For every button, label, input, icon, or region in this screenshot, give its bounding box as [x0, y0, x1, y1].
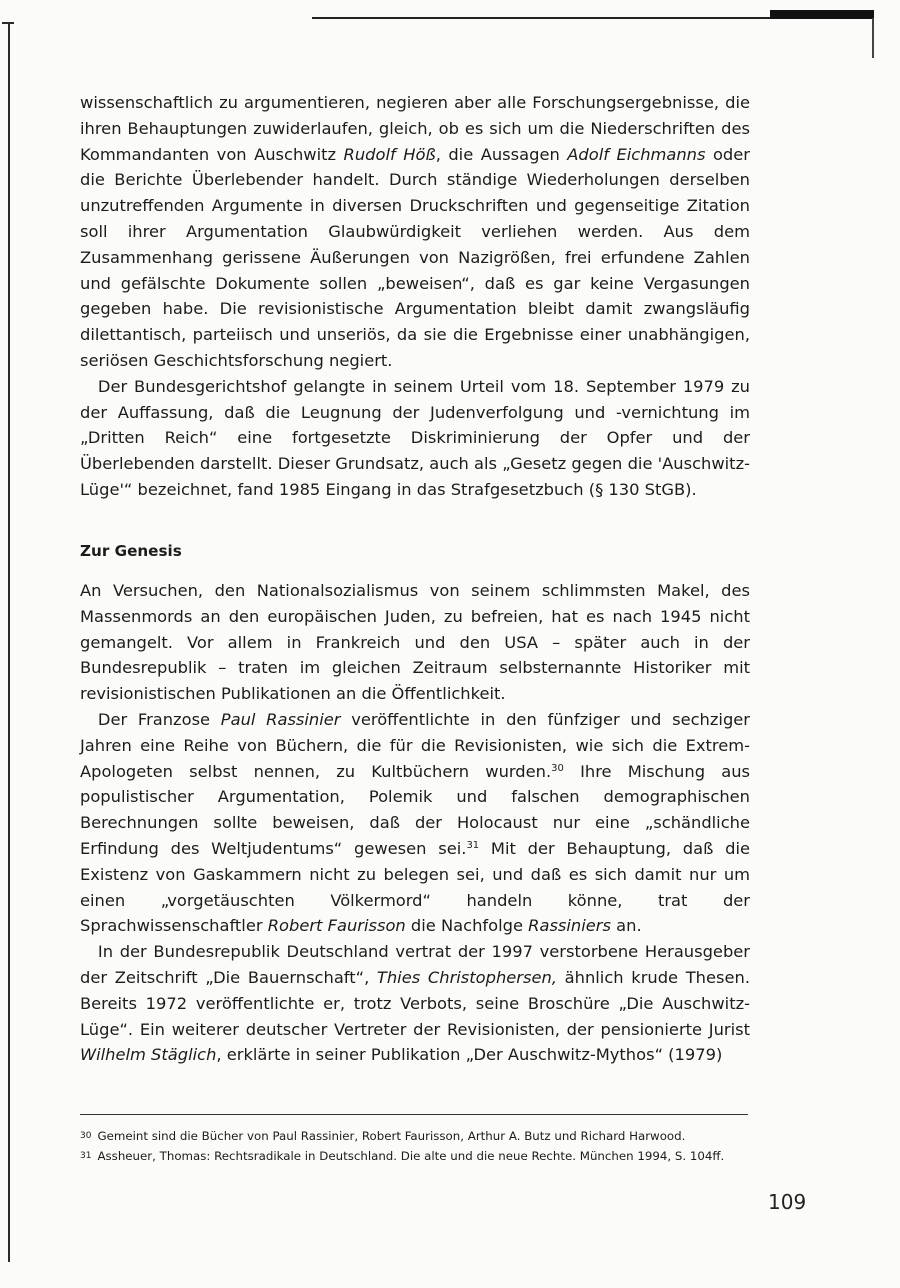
- text-run: Der Franzose: [97, 709, 221, 729]
- footnote-ref: 31: [466, 839, 480, 851]
- text-run: In der Bundesrepublik Deutschland vertrat der 1997 verstorbene Herausgeber der Zeitschrift „Die Bauernschaft“,: [80, 942, 750, 987]
- scan-right-edge: [872, 18, 874, 58]
- section-2: [80, 578, 750, 1068]
- italic-name: Robert Faurisson: [267, 916, 406, 936]
- section-heading: Zur Genesis: [80, 542, 182, 560]
- italic-name: Paul Rassinier: [220, 709, 341, 729]
- paragraph: [80, 578, 750, 707]
- italic-name: Rudolf Höß: [343, 144, 436, 164]
- text-run: , die Aussagen: [435, 144, 568, 164]
- scan-left-edge-tick: [2, 22, 14, 24]
- footnote-number: 31: [80, 1151, 92, 1161]
- text-run: ähnlich krude Thesen. Bereits 1972 veröffentlichte er, trotz Verbots, seine Broschüre „Die Auschwitz-Lüge“. Ein weiterer deutscher Vertreter der Revisionisten, der pensionierte Jurist: [80, 967, 750, 1039]
- header-rule-bar: [770, 10, 874, 19]
- italic-name: Rassiniers: [528, 916, 611, 936]
- footnote-text: Assheuer, Thomas: Rechtsradikale in Deutschland. Die alte und die neue Rechte. München 1994, S. 104ff.: [97, 1149, 725, 1163]
- section-1: [80, 90, 750, 503]
- footnotes: [80, 1126, 770, 1166]
- text-run: , erklärte in seiner Publikation „Der Auschwitz-Mythos“ (1979): [216, 1045, 723, 1065]
- footnote-rule: [80, 1114, 748, 1115]
- text-run: die Nachfolge: [405, 916, 529, 936]
- footnote: [80, 1126, 770, 1146]
- paragraph: [80, 90, 750, 374]
- footnote-ref: 30: [551, 762, 564, 774]
- text-run: Der Bundesgerichtshof gelangte in seinem Urteil vom 18. September 1979 zu der Auffassung, daß die Leugnung der Judenverfolgung und -vernichtung im „Dritten Reich“ eine fortgesetzte Diskriminierung der Opfer und der Überlebenden darstellt. Dieser Grundsatz, auch als „Gesetz gegen die 'Auschwitz-Lüge'“ bezeichnet, fand 1985 Eingang in das Strafgesetzbuch (§ 130 StGB).: [80, 376, 750, 499]
- text-run: wissenschaftlich zu argumentieren, negieren aber alle Forschungsergebnisse, die ihren Behauptungen zuwiderlaufen, gleich, ob es sich um die Niederschriften des Kommandanten von Auschwitz: [80, 93, 750, 164]
- footnote: [80, 1146, 770, 1166]
- italic-name: Thies Christophersen,: [376, 967, 557, 987]
- footnote-text: Gemeint sind die Bücher von Paul Rassinier, Robert Faurisson, Arthur A. Butz und Richard Harwood.: [97, 1129, 686, 1143]
- page-number: 109: [768, 1190, 807, 1214]
- text-run: An Versuchen, den Nationalsozialismus von seinem schlimmsten Makel, des Massenmords an den europäischen Juden, zu befreien, hat es nach 1945 nicht gemangelt. Vor allem in Frankreich und den USA – später auch in der Bundesrepublik – traten im gleichen Zeitraum selbsternannte Historiker mit revisionistischen Publikationen an die Öffentlichkeit.: [80, 581, 750, 704]
- text-run: Ihre Mischung aus populistischer Argumentation, Polemik und falschen demographischen Berechnungen sollte beweisen, daß der Holocaust nur eine „schändliche Erfindung des Weltjudentums“ gewesen sei.: [80, 761, 750, 858]
- italic-name: Adolf Eichmanns: [567, 144, 706, 164]
- paragraph: [80, 939, 750, 1068]
- text-run: oder die Berichte Überlebender handelt. Durch ständige Wiederholungen derselben unzutreffenden Argumente in diversen Druckschriften und gegenseitige Zitation soll ihrer Argumentation Glaubwürdigkeit verliehen werden. Aus dem Zusammenhang gerissene Äußerungen von Nazigrößen, frei erfundene Zahlen und gefälschte Dokumente sollen „beweisen“, daß es gar keine Vergasungen gegeben habe. Die revisionistische Argumentation bleibt damit zwangsläufig dilettantisch, parteiisch und unseriös, da sie die Ergebnisse einer unabhängigen, seriösen Geschichtsforschung negiert.: [80, 144, 750, 370]
- text-run: Mit der Behauptung, daß die Existenz von Gaskammern nicht zu belegen sei, und daß es sich damit nur um einen „vorgetäuschten Völkermord“ handeln könne, trat der Sprachwissenschaftler: [80, 838, 750, 936]
- text-run: veröffentlichte in den fünfziger und sechziger Jahren eine Reihe von Büchern, die für die Revisionisten, wie sich die Extrem-Apologeten selbst nennen, zu Kultbüchern wurden.: [80, 709, 750, 781]
- text-run: an.: [610, 916, 642, 936]
- italic-name: Wilhelm Stäglich: [80, 1045, 217, 1065]
- scan-left-edge: [8, 22, 10, 1262]
- paragraph: [80, 707, 750, 939]
- footnote-number: 30: [80, 1131, 92, 1141]
- paragraph: [80, 374, 750, 503]
